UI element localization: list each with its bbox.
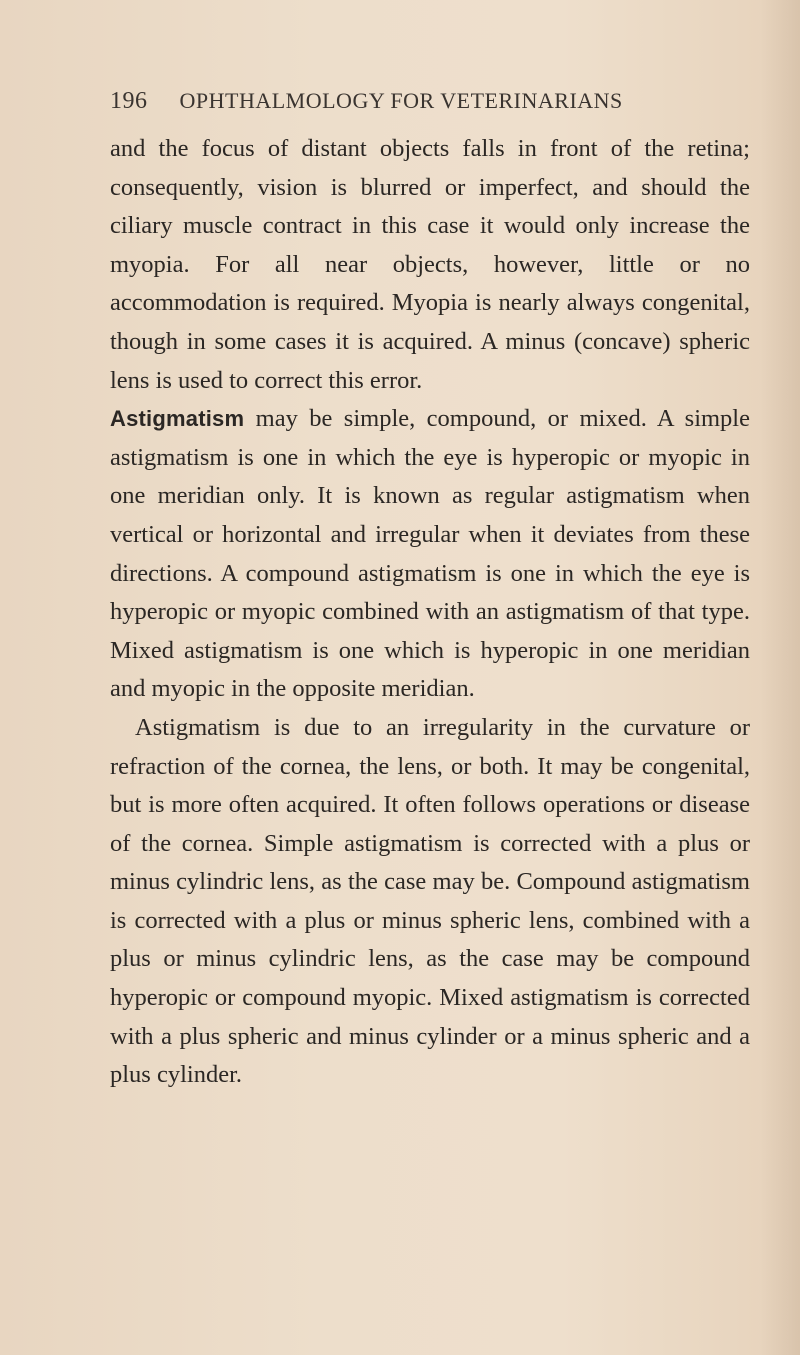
section-term-astigmatism: Astigmatism — [110, 406, 245, 432]
paragraph-text: may be simple, compound, or mixed. A simple astigmatism is one in which the eye is hyperopic or myopic in one meridian only. It is known as regular astigmatism when vertical or horizontal and irregular when it deviates from these directions. A compound astigmatism is one in which the eye is hyperopic or myopic combined with an astigmatism of that type. Mixed astigmatism is one which is hyperopic in one meridian and myopic in the opposite meridian. — [110, 405, 750, 703]
paragraph-astigmatism-definition — [110, 400, 750, 709]
paragraph-text: and the focus of distant objects falls in front of the retina; consequently, vision is blurred or imperfect, and should the ciliary muscle contract in this case it would only increase the myopia. For all near objects, however, little or no accommodation is required. Myopia is nearly always congenital, though in some cases it is acquired. A minus (concave) spheric lens is used to correct this error. — [110, 135, 750, 394]
paragraph-text: Astigmatism is due to an irregularity in the curvature or refraction of the cornea, the lens, or both. It may be congenital, but is more often acquired. It often follows operations or disease of the cornea. Simple astigmatism is corrected with a plus or minus cylindric lens, as the case may be. Compound astigmatism is corrected with a plus or minus spheric lens, combined with a plus or minus cylindric lens, as the case may be compound hyperopic or compound myopic. Mixed astigmatism is corrected with a plus spheric and minus cylinder or a minus spheric and a plus cylinder. — [110, 713, 750, 1089]
page-edge-shadow — [760, 0, 800, 1355]
page-header — [110, 88, 623, 115]
paragraph-myopia-continued — [110, 130, 750, 400]
page-number: 196 — [110, 88, 148, 114]
running-head: OPHTHALMOLOGY FOR VETERINARIANS — [179, 88, 623, 113]
paragraph-astigmatism-causes — [110, 709, 750, 1095]
body-text — [110, 130, 750, 1095]
